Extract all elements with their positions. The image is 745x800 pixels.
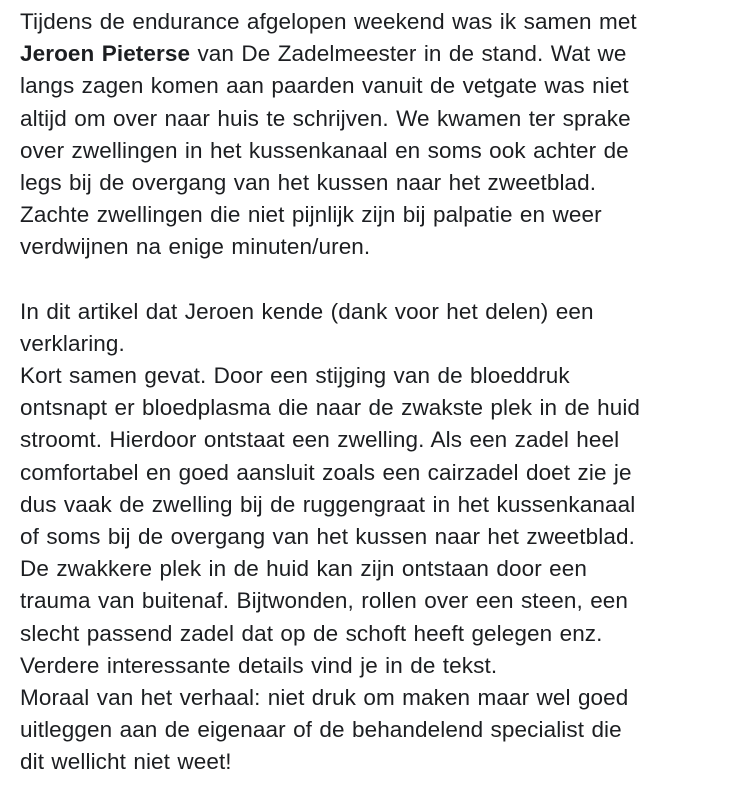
mention-link[interactable]: Jeroen Pieterse: [20, 41, 191, 67]
post-paragraph-1: [20, 6, 732, 264]
post-line: verklaring.: [20, 330, 125, 356]
post-line: Verdere interessante details vind je in de tekst.: [20, 652, 498, 678]
post-line: stroomt. Hierdoor ontstaat een zwelling. Als een zadel heel: [20, 427, 620, 453]
post-line: comfortabel en goed aansluit zoals een cairzadel doet zie je: [20, 459, 632, 485]
post-line-text: van De Zadelmeester in de stand. Wat we: [190, 41, 627, 67]
post-line: slecht passend zadel dat op de schoft heeft gelegen enz.: [20, 620, 603, 646]
post-line: legs bij de overgang van het kussen naar het zweetblad.: [20, 169, 597, 195]
post-line: over zwellingen in het kussenkanaal en soms ook achter de: [20, 137, 629, 163]
post-line: ontsnapt er bloedplasma die naar de zwakste plek in de huid: [20, 395, 641, 421]
post-line: of soms bij de overgang van het kussen naar het zweetblad.: [20, 524, 635, 549]
post-line: Tijdens de endurance afgelopen weekend was ik samen met: [20, 9, 637, 34]
post-line: Zachte zwellingen die niet pijnlijk zijn bij palpatie en weer: [20, 202, 602, 228]
post-line: [20, 38, 732, 70]
post-line: Kort samen gevat. Door een stijging van de bloeddruk: [20, 363, 570, 389]
post-text: [20, 6, 732, 779]
post-line: dus vaak de zwelling bij de ruggengraat in het kussenkanaal: [20, 491, 636, 517]
post-line: uitleggen aan de eigenaar of de behandelend specialist die: [20, 717, 622, 743]
post-line: dit wellicht niet weet!: [20, 749, 232, 775]
post-line: De zwakkere plek in de huid kan zijn ontstaan door een: [20, 556, 587, 582]
post-line: In dit artikel dat Jeroen kende (dank voor het delen) een: [20, 298, 594, 324]
post-line: trauma van buitenaf. Bijtwonden, rollen over een steen, een: [20, 588, 629, 614]
paragraph-spacer: [20, 264, 732, 296]
post-line: langs zagen komen aan paarden vanuit de vetgate was niet: [20, 73, 629, 99]
post-line: Moraal van het verhaal: niet druk om maken maar wel goed: [20, 684, 629, 710]
post-paragraph-2: [20, 296, 732, 779]
post-line: altijd om over naar huis te schrijven. We kwamen ter sprake: [20, 105, 631, 131]
post-line: verdwijnen na enige minuten/uren.: [20, 234, 371, 260]
